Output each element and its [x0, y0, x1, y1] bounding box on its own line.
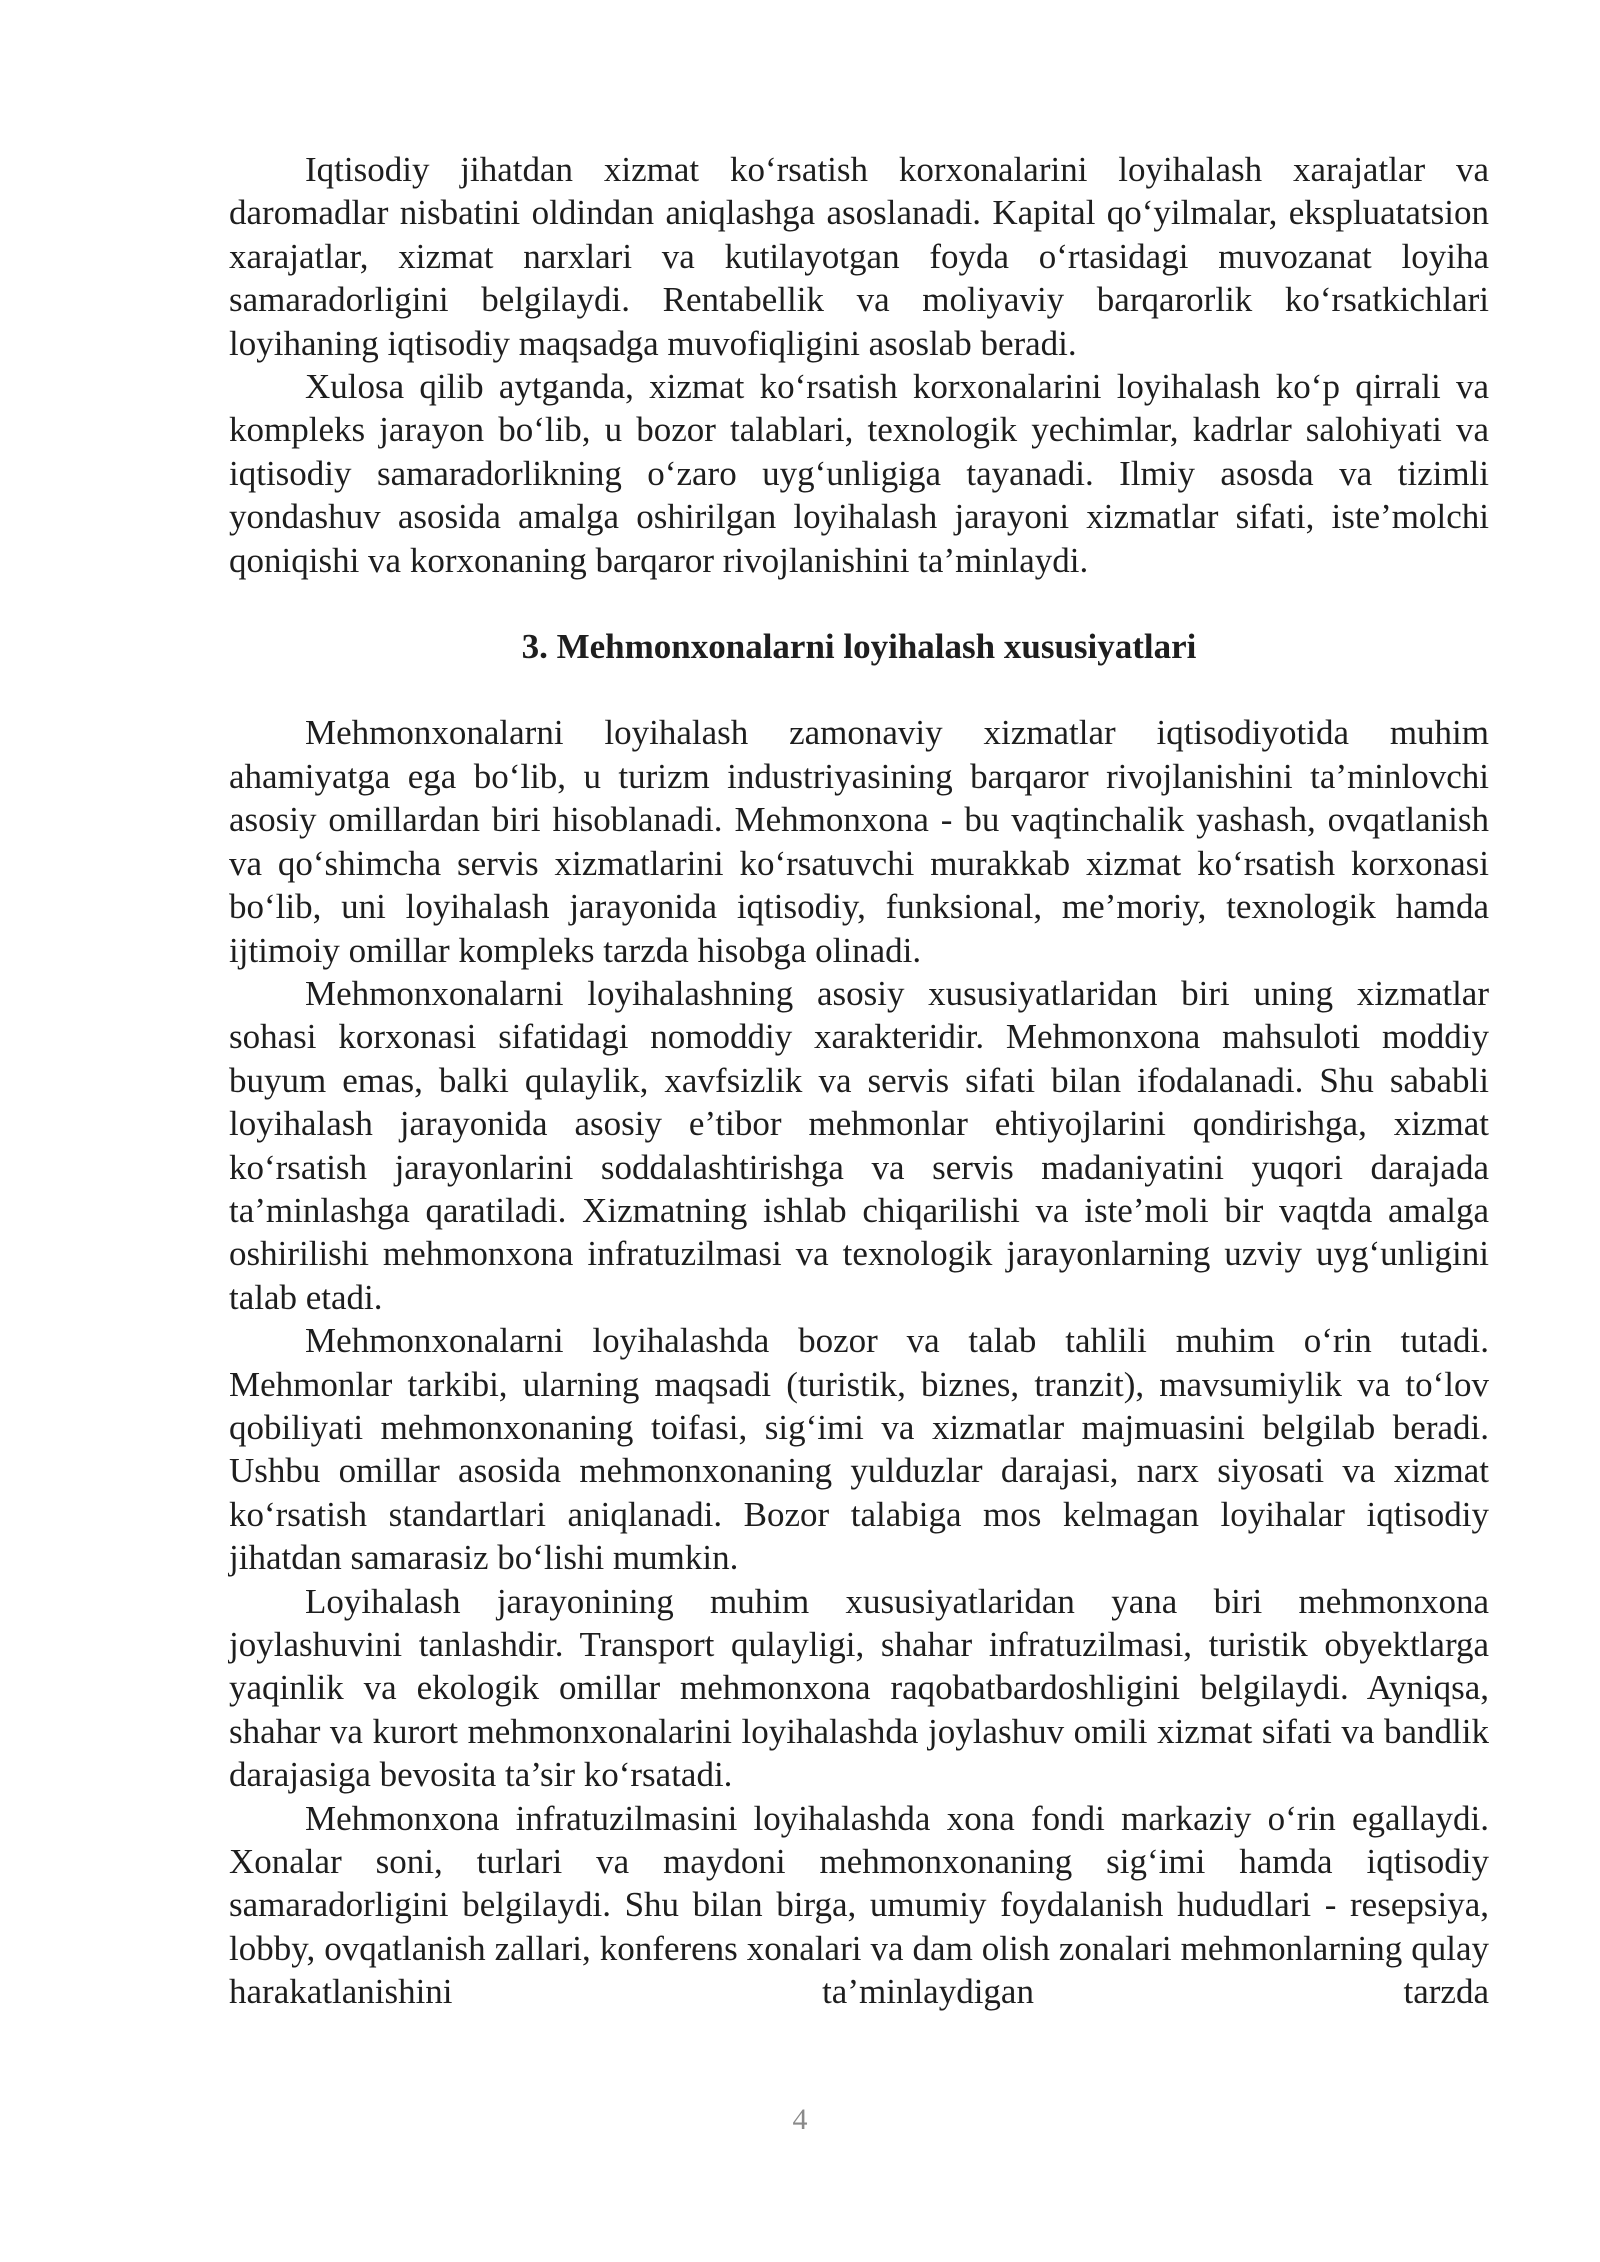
paragraph-conclusion: Xulosa qilib aytganda, xizmat ko‘rsatish korxonalarini loyihalash ko‘p qirrali va kompleks jarayon bo‘lib, u bozor talablari, texnologik yechimlar, kadrlar salohiyati va iqtisodiy samaradorlikning o‘zaro uyg‘unligiga tayanadi. Ilmiy asosda va tizimli yondashuv asosida amalga oshirilgan loyihalash jarayoni xizmatlar sifati, iste’molchi qoniqishi va korxonaning barqaror rivojlanishini ta’minlaydi. [229, 367, 1489, 580]
paragraph-economic-design: Iqtisodiy jihatdan xizmat ko‘rsatish korxonalarini loyihalash xarajatlar va daromadlar nisbatini oldindan aniqlashga asoslanadi. Kapital qo‘yilmalar, ekspluatatsion xarajatlar, xizmat narxlari va kutilayotgan foyda o‘rtasidagi muvozanat loyiha samaradorligini belgilaydi. Rentabellik va moliyaviy barqarorlik ko‘rsatkichlari loyihaning iqtisodiy maqsadga muvofiqligini asoslab beradi. [229, 150, 1489, 363]
paragraph-hotel-design-intro: Mehmonxonalarni loyihalash zamonaviy xizmatlar iqtisodiyotida muhim ahamiyatga ega bo‘lib, u turizm industriyasining barqaror rivojlanishini ta’minlovchi asosiy omillardan biri hisoblanadi. Mehmonxona - bu vaqtinchalik yashash, ovqatlanish va qo‘shimcha servis xizmatlarini ko‘rsatuvchi murakkab xizmat ko‘rsatish korxonasi bo‘lib, uni loyihalash jarayonida iqtisodiy, funksional, me’moriy, texnologik hamda ijtimoiy omillar kompleks tarzda hisobga olinadi. [229, 713, 1489, 970]
paragraph-intangible-nature: Mehmonxonalarni loyihalashning asosiy xususiyatlaridan biri uning xizmatlar sohasi korxonasi sifatidagi nomoddiy xarakteridir. Mehmonxona mahsuloti moddiy buyum emas, balki qulaylik, xavfsizlik va servis sifati bilan ifodalanadi. Shu sababli loyihalash jarayonida asosiy e’tibor mehmonlar ehtiyojlarini qondirishga, xizmat ko‘rsatish jarayonlarini soddalashtirishga va servis madaniyatini yuqori darajada ta’minlashga qaratiladi. Xizmatning ishlab chiqarilishi va iste’moli bir vaqtda amalga oshirilishi mehmonxona infratuzilmasi va texnologik jarayonlarning uzviy uyg‘unligini talab etadi. [229, 973, 1489, 1317]
paragraph-location-choice: Loyihalash jarayonining muhim xususiyatlaridan yana biri mehmonxona joylashuvini tanlashdir. Transport qulayligi, shahar infratuzilmasi, turistik obyektlarga yaqinlik va ekologik omillar mehmonxona raqobatbardoshligini belgilaydi. Ayniqsa, shahar va kurort mehmonxonalarini loyihalashda joylashuv omili xizmat sifati va bandlik darajasiga bevosita ta’sir ko‘rsatadi. [229, 1581, 1489, 1795]
page-number: 4 [792, 2103, 808, 2136]
paragraph-room-fund: Mehmonxona infratuzilmasini loyihalashda xona fondi markaziy o‘rin egallaydi. Xonalar soni, turlari va maydoni mehmonxonaning sig‘imi hamda iqtisodiy samaradorligini belgilaydi. Shu bilan birga, umumiy foydalanish hududlari - resepsiya, lobby, ovqatlanish zallari, konferens xonalari va dam olish zonalari mehmonlarning qulay harakatlanishini ta’minlaydigan tarzda [229, 1798, 1489, 2012]
paragraph-market-analysis: Mehmonxonalarni loyihalashda bozor va talab tahlili muhim o‘rin tutadi. Mehmonlar tarkibi, ularning maqsadi (turistik, biznes, tranzit), mavsumiylik va to‘lov qobiliyati mehmonxonaning toifasi, sig‘imi va xizmatlar majmuasini belgilab beradi. Ushbu omillar asosida mehmonxonaning yulduzlar darajasi, narx siyosati va xizmat ko‘rsatish standartlari aniqlanadi. Bozor talabiga mos kelmagan loyihalar iqtisodiy jihatdan samarasiz bo‘lishi mumkin. [229, 1321, 1489, 1578]
document-page [229, 148, 1489, 2014]
section-heading: 3. Mehmonxonalarni loyihalash xususiyatlari [521, 627, 1197, 667]
